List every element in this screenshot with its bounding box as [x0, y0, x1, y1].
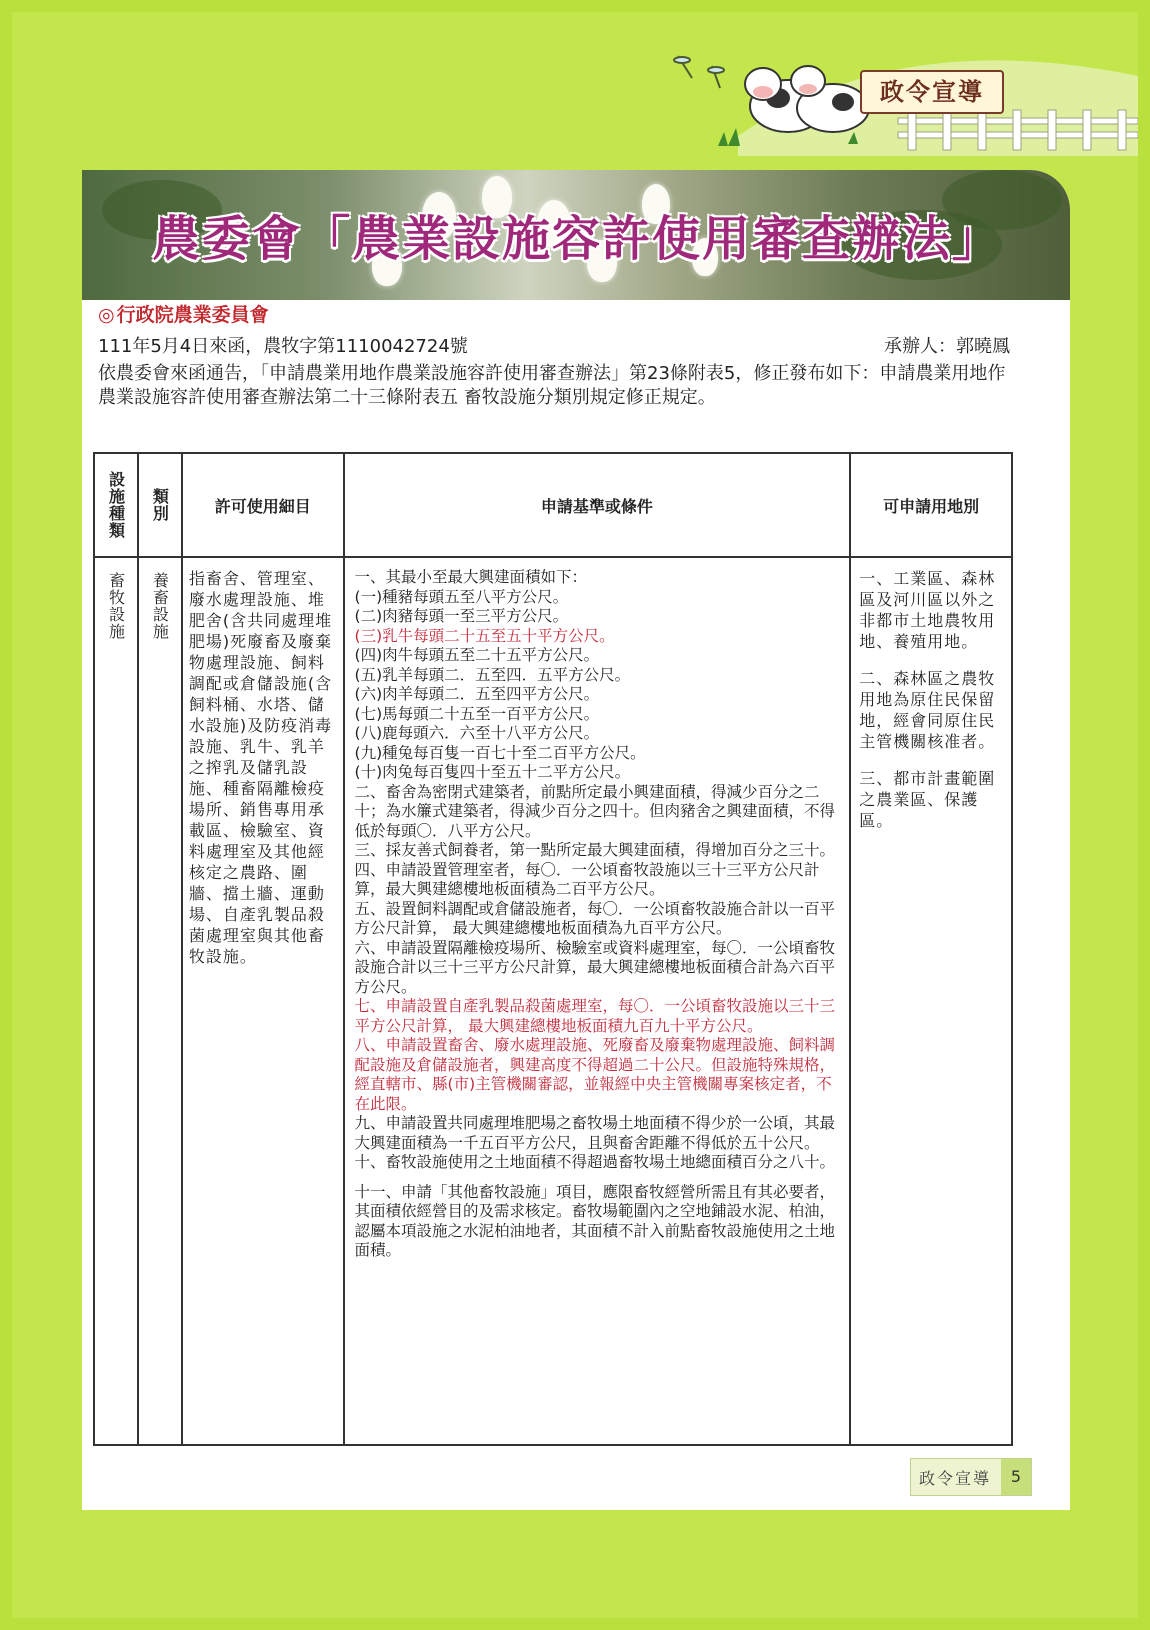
criteria-item: (三)乳牛每頭二十五至五十平方公尺。	[354, 626, 615, 645]
table-header-row	[94, 453, 1012, 557]
criteria-item: (五)乳羊每頭二．五至四．五平方公尺。	[354, 665, 631, 684]
criteria-item: 一、其最小至最大興建面積如下：	[354, 568, 588, 586]
header-detail: 許可使用細目	[182, 453, 344, 557]
criteria-item: (二)肉豬每頭一至三平方公尺。	[354, 607, 569, 625]
criteria-item: 六、申請設置隔離檢疫場所、檢驗室或資料處理室，每〇．一公頃畜牧設施合計以三十三平方公尺計算，最大興建總樓地板面積合計為六百平方公尺。	[354, 938, 836, 996]
page-footer	[910, 1458, 1032, 1496]
criteria-item: 十一、申請「其他畜牧設施」項目，應限畜牧經營所需且有其必要者，其面積依經營目的及需求核定。畜牧場範圍內之空地鋪設水泥、柏油，認屬本項設施之水泥柏油地者，其面積不計入前點畜牧設施使用之土地面積。	[354, 1182, 836, 1259]
header-category: 類別	[138, 453, 182, 557]
criteria-item: 五、設置飼料調配或倉儲設施者，每〇．一公頃畜牧設施合計以一百平方公尺計算， 最大興建總樓地板面積為九百平方公尺。	[354, 899, 836, 937]
section-badge: 政令宣導	[860, 70, 1004, 114]
criteria-item: 八、申請設置畜舍、廢水處理設施、死廢畜及廢棄物處理設施、飼料調配設施及倉儲設施者，興建高度不得超過二十公尺。但設施特殊規格， 經直轄市、縣(市)主管機關審認，並報經中央主管機關專案核定者，不在此限。	[354, 1036, 836, 1113]
criteria-item: 三、採友善式飼養者，第一點所定最大興建面積，得增加百分之三十。	[354, 841, 836, 859]
criteria-item: (十)肉兔每百隻四十至五十二平方公尺。	[354, 763, 631, 781]
criteria-item: 二、畜舍為密閉式建築者，前點所定最小興建面積，得減少百分之二十；為水簾式建築者，得減少百分之四十。但肉豬舍之興建面積，不得低於每頭〇．八平方公尺。	[354, 782, 836, 840]
criteria-item: (四)肉牛每頭五至二十五平方公尺。	[354, 646, 600, 664]
land-item: 三、都市計畫範圍之農業區、保護區。	[859, 769, 996, 830]
criteria-item: (九)種兔每百隻一百七十至二百平方公尺。	[354, 743, 646, 762]
cell-category: 養畜設施	[138, 557, 182, 1445]
page-number: 5	[1001, 1459, 1031, 1495]
reference-number: 111年5月4日來函，農牧字第1110042724號	[98, 336, 468, 357]
page-title: 農委會「農業設施容許使用審查辦法」	[152, 211, 1003, 267]
criteria-item: 七、申請設置自產乳製品殺菌處理室，每〇．一公頃畜牧設施以三十三平方公尺計算， 最大興建總樓地板面積九百九十平方公尺。	[354, 997, 836, 1035]
handler-name: 承辦人：郭曉鳳	[884, 336, 1010, 357]
cell-detail: 指畜舍、管理室、廢水處理設施、堆肥舍(含共同處理堆肥場)死廢畜及廢棄物處理設施、飼料調配或倉儲設施(含飼料桶、水塔、儲水設施)及防疫消毒設施、乳牛、乳羊之搾乳及儲乳設施、種畜隔離檢疫場所、銷售專用承載區、檢驗室、資料處理室及其他經核定之農路、圍牆、擋土牆、運動場、自產乳製品殺菌處理室與其他畜牧設施。	[182, 557, 344, 1445]
cow-icon	[745, 66, 869, 132]
cell-facility-type: 畜牧設施	[94, 557, 138, 1445]
criteria-item: 九、申請設置共同處理堆肥場之畜牧場土地面積不得少於一公頃，其最大興建面積為一千五百平方公尺，且與畜舍距離不得低於五十公尺。	[354, 1114, 836, 1152]
organization-name: 行政院農業委員會	[116, 304, 269, 326]
regulation-table	[93, 452, 1013, 1446]
criteria-item: (一)種豬每頭五至八平方公尺。	[354, 587, 569, 606]
cell-land	[850, 557, 1012, 1445]
criteria-item: (六)肉羊每頭二．五至四平方公尺。	[354, 685, 600, 703]
land-item: 一、工業區、森林區及河川區以外之非都市土地農牧用地、養殖用地。	[859, 569, 996, 651]
bullet-circle-icon: ◎	[98, 304, 115, 326]
header-facility-type: 設施種類	[94, 453, 138, 557]
criteria-item: (八)鹿每頭六．六至十八平方公尺。	[354, 724, 600, 742]
reference-line	[98, 332, 1010, 358]
criteria-spacer	[355, 1173, 842, 1183]
criteria-item: 十、畜牧設施使用之土地面積不得超過畜牧場土地總面積百分之八十。	[354, 1153, 836, 1171]
dragonfly-icon	[674, 56, 724, 88]
land-item: 二、森林區之農牧用地為原住民保留地，經會同原住民主管機關核准者。	[859, 669, 996, 751]
intro-paragraph: 依農委會來函通告，「申請農業用地作農業設施容許使用審查辦法」第23條附表5，修正發布如下：申請農業用地作農業設施容許使用審查辦法第二十三條附表五 畜牧設施分類別規定修正規定。	[98, 363, 1006, 408]
table-row	[94, 557, 1012, 1445]
cell-criteria	[344, 557, 851, 1445]
footer-label: 政令宣導	[919, 1469, 992, 1488]
banner	[82, 170, 1070, 300]
header-land: 可申請用地別	[850, 453, 1012, 557]
criteria-item: (七)馬每頭二十五至一百平方公尺。	[354, 704, 600, 723]
header-criteria: 申請基準或條件	[344, 453, 851, 557]
criteria-item: 四、申請設置管理室者，每〇．一公頃畜牧設施以三十三平方公尺計算，最大興建總樓地板面積為二百平方公尺。	[354, 860, 820, 898]
issuing-organization	[98, 300, 269, 327]
